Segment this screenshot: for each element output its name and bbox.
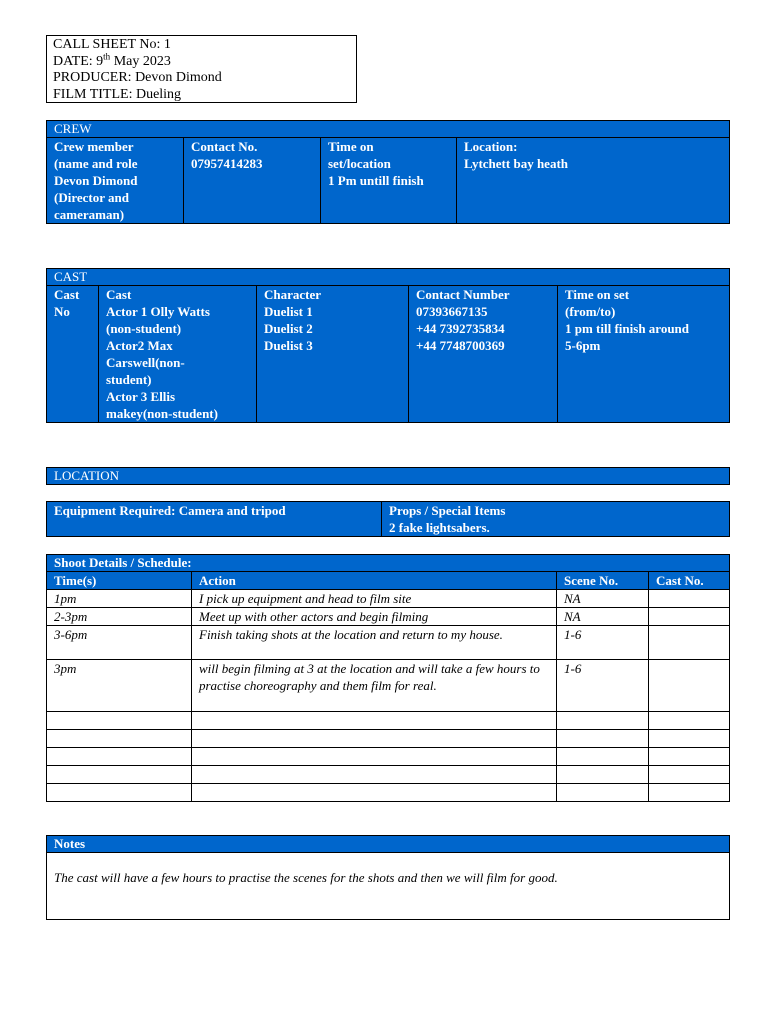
schedule-title: Shoot Details / Schedule: [46, 554, 730, 572]
row-time [47, 766, 192, 784]
row-action [192, 784, 557, 802]
row-time: 1pm [47, 590, 192, 608]
crew-time: Time on set/location 1 Pm untill finish [321, 138, 457, 224]
table-row [47, 766, 730, 784]
row-action [192, 730, 557, 748]
schedule-header-row [47, 572, 730, 590]
date-suffix: May 2023 [110, 53, 171, 69]
props-special-items: Props / Special Items 2 fake lightsabers. [382, 502, 730, 537]
row-time [47, 730, 192, 748]
table-row [47, 712, 730, 730]
header-scene-no: Scene No. [557, 572, 649, 590]
equipment-table [46, 501, 730, 537]
table-row [47, 590, 730, 608]
row-scene [557, 784, 649, 802]
row-scene: 1-6 [557, 626, 649, 660]
table-row [47, 784, 730, 802]
row-time [47, 748, 192, 766]
notes-title: Notes [46, 835, 730, 853]
row-cast [649, 590, 730, 608]
table-row [47, 660, 730, 712]
row-cast [649, 626, 730, 660]
call-sheet-date [53, 50, 350, 71]
row-action: Meet up with other actors and begin filming [192, 608, 557, 626]
crew-table [46, 137, 730, 224]
notes-body [46, 852, 730, 920]
header-times: Time(s) [47, 572, 192, 590]
table-row [47, 626, 730, 660]
schedule-table [46, 571, 730, 802]
equipment-required: Equipment Required: Camera and tripod [47, 502, 382, 537]
row-scene [557, 730, 649, 748]
cast-table [46, 285, 730, 423]
header-cast-no: Cast No. [649, 572, 730, 590]
location-title: LOCATION [46, 467, 730, 485]
row-scene [557, 712, 649, 730]
call-sheet-header [46, 35, 357, 103]
row-action [192, 712, 557, 730]
row-time [47, 712, 192, 730]
row-action [192, 766, 557, 784]
row-action: Finish taking shots at the location and return to my house. [192, 626, 557, 660]
row-cast [649, 766, 730, 784]
notes-text: The cast will have a few hours to practise the scenes for the shots and then we will film for good. [54, 870, 558, 885]
row-scene: NA [557, 608, 649, 626]
crew-title: CREW [46, 120, 730, 138]
row-time: 3pm [47, 660, 192, 712]
crew-member: Crew member (name and role Devon Dimond (Director and cameraman) [47, 138, 184, 224]
row-cast [649, 712, 730, 730]
row-time [47, 784, 192, 802]
row-action: I pick up equipment and head to film site [192, 590, 557, 608]
cast-title: CAST [46, 268, 730, 286]
row-scene [557, 748, 649, 766]
row-cast [649, 660, 730, 712]
character-col: Character Duelist 1 Duelist 2 Duelist 3 [257, 286, 409, 423]
row-scene: NA [557, 590, 649, 608]
film-title: FILM TITLE: Dueling [53, 86, 182, 102]
row-cast [649, 608, 730, 626]
row-scene: 1-6 [557, 660, 649, 712]
row-time: 2-3pm [47, 608, 192, 626]
cast-time-col: Time on set (from/to) 1 pm till finish around 5-6pm [558, 286, 730, 423]
row-action: will begin filming at 3 at the location and will take a few hours to practise choreography and them film for real. [192, 660, 557, 712]
crew-contact: Contact No. 07957414283 [184, 138, 321, 224]
cast-contact-col: Contact Number 07393667135 +44 7392735834 +44 7748700369 [409, 286, 558, 423]
date-prefix: DATE: 9 [53, 53, 104, 69]
row-scene [557, 766, 649, 784]
table-row [47, 730, 730, 748]
row-cast [649, 784, 730, 802]
table-row [47, 608, 730, 626]
table-row [47, 748, 730, 766]
producer: PRODUCER: Devon Dimond [53, 70, 222, 85]
row-cast [649, 730, 730, 748]
row-cast [649, 748, 730, 766]
cast-no-col: Cast No [47, 286, 99, 423]
date-sup: th [103, 50, 111, 61]
row-time: 3-6pm [47, 626, 192, 660]
header-action: Action [192, 572, 557, 590]
call-sheet-number: CALL SHEET No: 1 [53, 37, 171, 52]
row-action [192, 748, 557, 766]
crew-location: Location: Lytchett bay heath [457, 138, 730, 224]
cast-col: Cast Actor 1 Olly Watts (non-student) Actor2 Max Carswell(non- student) Actor 3 Ellis makey(non-student) [99, 286, 257, 423]
